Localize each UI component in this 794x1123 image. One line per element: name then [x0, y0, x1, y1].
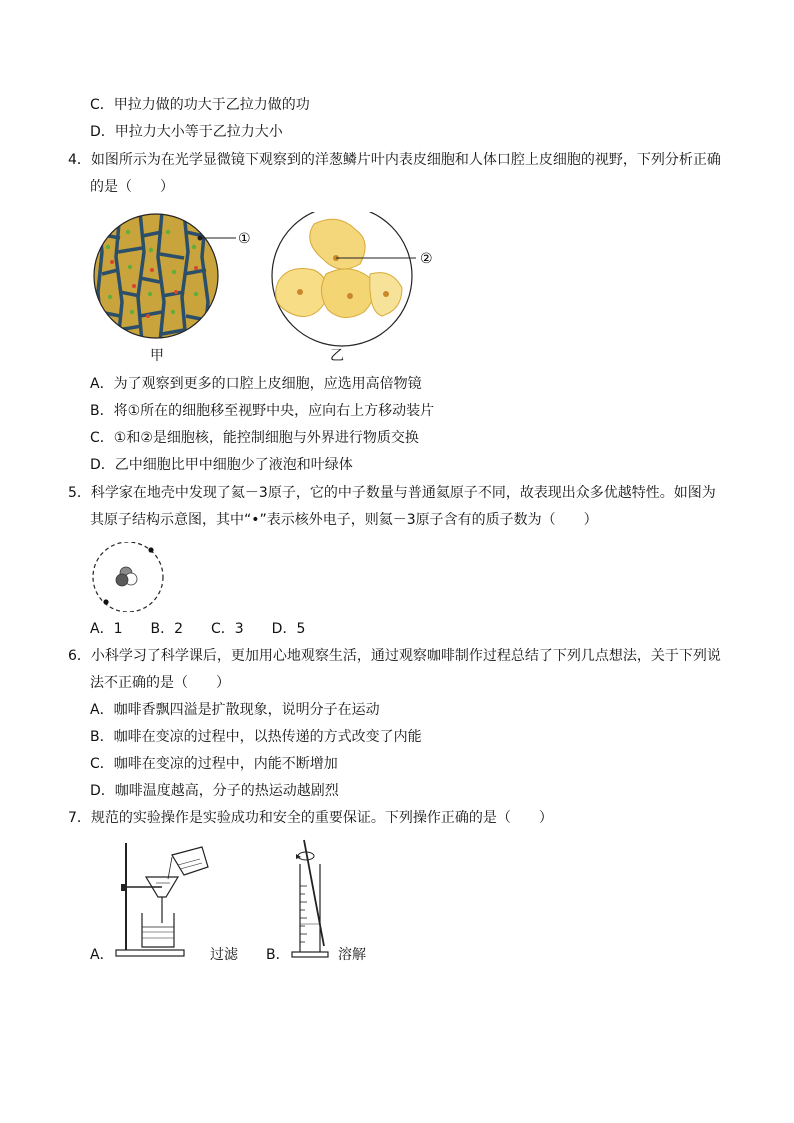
- label-2: ②: [420, 251, 433, 267]
- helium3-atom-diagram: [88, 542, 170, 612]
- q7-option-b-label: B．: [266, 947, 290, 963]
- q7-option-a-label: A．: [90, 947, 114, 963]
- q4-microscope-figure: [88, 212, 448, 367]
- q4-option-d: D．乙中细胞比甲中细胞少了液泡和叶绿体: [90, 457, 353, 473]
- q6-stem-line1: 6．小科学习了科学课后，更加用心地观察生活，通过观察咖啡制作过程总结了下列几点想法，关于下列说: [68, 648, 721, 664]
- q6-option-a: A．咖啡香飘四溢是扩散现象，说明分子在运动: [90, 702, 380, 718]
- dissolving-cylinder: [290, 836, 340, 960]
- q5-stem-line2: 其原子结构示意图，其中“•”表示核外电子，则氦－3原子含有的质子数为（ ）: [90, 512, 598, 528]
- q7-caption-b: 溶解: [338, 947, 366, 963]
- filtration-apparatus: [112, 835, 212, 960]
- q4-stem-line1: 4．如图所示为在光学显微镜下观察到的洋葱鳞片叶内表皮细胞和人体口腔上皮细胞的视野，下列分析正确: [68, 152, 721, 168]
- q5-stem-line1: 5．科学家在地壳中发现了氦－3原子，它的中子数量与普通氦原子不同，故表现出众多优越特性。如图为: [68, 485, 716, 501]
- q4-option-b: B．将①所在的细胞移至视野中央，应向右上方移动装片: [90, 403, 435, 419]
- q6-option-c: C．咖啡在变凉的过程中，内能不断增加: [90, 756, 338, 772]
- q4-option-c: C．①和②是细胞核，能控制细胞与外界进行物质交换: [90, 430, 419, 446]
- q4-stem-line2: 的是（ ）: [90, 179, 174, 195]
- q6-option-d: D．咖啡温度越高，分子的热运动越剧烈: [90, 783, 339, 799]
- caption-yi: 乙: [330, 348, 344, 364]
- caption-jia: 甲: [150, 348, 164, 364]
- q7-stem: 7．规范的实验操作是实验成功和安全的重要保证。下列操作正确的是（ ）: [68, 810, 553, 826]
- q3-option-d: D．甲拉力大小等于乙拉力大小: [90, 124, 283, 140]
- label-1: ①: [238, 231, 251, 247]
- q6-stem-line2: 法不正确的是（ ）: [90, 675, 230, 691]
- q6-option-b: B．咖啡在变凉的过程中，以热传递的方式改变了内能: [90, 729, 422, 745]
- q5-options: A．1 B．2 C．3 D．5: [90, 621, 306, 637]
- electron: [103, 599, 108, 604]
- q3-option-c: C．甲拉力做的功大于乙拉力做的功: [90, 97, 310, 113]
- onion-cells-view: [88, 212, 228, 342]
- cheek-cells-view: [272, 212, 412, 346]
- electron: [148, 547, 153, 552]
- q4-option-a: A．为了观察到更多的口腔上皮细胞，应选用高倍物镜: [90, 376, 422, 392]
- q7-caption-a: 过滤: [210, 947, 238, 963]
